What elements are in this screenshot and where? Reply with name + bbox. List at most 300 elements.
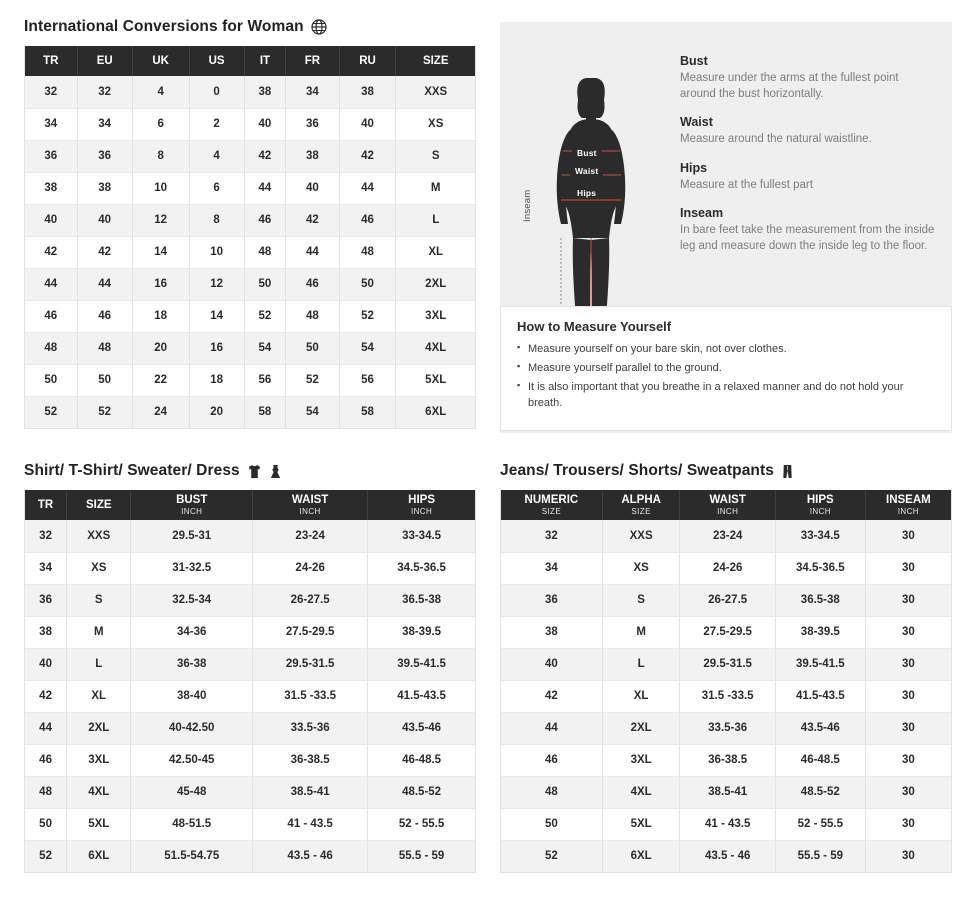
table-row: [25, 204, 475, 236]
table-cell: L: [396, 204, 475, 236]
table-cell: 44: [25, 712, 67, 744]
page-title: [24, 18, 476, 36]
table-cell: 42: [25, 680, 67, 712]
tops-section-title: [24, 462, 476, 480]
table-cell: 40: [244, 108, 286, 140]
bottoms-table-wrap: [500, 490, 952, 873]
column-header: HIPS INCH: [775, 490, 865, 520]
table-cell: 34.5-36.5: [368, 552, 475, 584]
table-cell: 38: [77, 172, 132, 204]
column-header-unit: INCH: [299, 507, 321, 516]
table-header: [25, 46, 475, 76]
table-cell: XXS: [67, 520, 131, 552]
table-cell: 23-24: [680, 520, 775, 552]
table-cell: 31-32.5: [131, 552, 253, 584]
table-cell: 26-27.5: [680, 584, 775, 616]
table-cell: 36.5-38: [775, 584, 865, 616]
table-row: [25, 236, 475, 268]
table-header: [501, 490, 951, 520]
table-cell: 32: [77, 76, 132, 108]
table-cell: XS: [396, 108, 475, 140]
table-cell: 44: [339, 172, 396, 204]
column-header-unit: INCH: [717, 507, 739, 516]
list-item: ▪ Measure yourself parallel to the ground.: [517, 361, 935, 377]
measure-item-desc: In bare feet take the measurement from the inside leg and measure down the inside leg to the floor.: [680, 224, 935, 252]
table-cell: 41 - 43.5: [680, 808, 775, 840]
table-row: [25, 364, 475, 396]
table-cell: L: [602, 648, 680, 680]
table-row: [25, 76, 475, 108]
table-cell: 52: [25, 396, 77, 428]
table-cell: 40: [339, 108, 396, 140]
table-cell: 33-34.5: [775, 520, 865, 552]
table-row: [501, 616, 951, 648]
table-row: [25, 172, 475, 204]
table-cell: 39.5-41.5: [775, 648, 865, 680]
table-cell: 51.5-54.75: [131, 840, 253, 872]
table-cell: 42: [77, 236, 132, 268]
how-to-measure-yourself-box: [500, 306, 952, 431]
column-header: IT: [244, 46, 286, 76]
table-cell: 5XL: [396, 364, 475, 396]
table-cell: 6: [189, 172, 244, 204]
figure-tag-bust: Bust: [572, 146, 602, 159]
table-cell: 4XL: [396, 332, 475, 364]
table-cell: 38: [339, 76, 396, 108]
table-body: [501, 520, 951, 872]
how-to-measure-title: How to Measure Yourself: [517, 319, 672, 334]
table-cell: 0: [189, 76, 244, 108]
table-cell: 39.5-41.5: [368, 648, 475, 680]
measure-item-desc: Measure at the fullest part: [680, 178, 813, 191]
table-cell: 44: [501, 712, 602, 744]
table-cell: XS: [67, 552, 131, 584]
table-cell: 34: [501, 552, 602, 584]
table-cell: 3XL: [396, 300, 475, 332]
table-cell: 36: [25, 140, 77, 172]
table-cell: 36: [501, 584, 602, 616]
table-cell: 54: [244, 332, 286, 364]
table-cell: 46: [339, 204, 396, 236]
measure-item-desc: Measure under the arms at the fullest point around the bust horizontally.: [680, 72, 899, 100]
table-row: [25, 840, 475, 872]
table-cell: 31.5 -33.5: [253, 680, 368, 712]
list-item: ▪ It is also important that you breathe in a relaxed manner and do not hold your breath.: [517, 380, 935, 412]
table-cell: 38.5-41: [680, 776, 775, 808]
international-conversions-section: [24, 18, 476, 429]
table-cell: 31.5 -33.5: [680, 680, 775, 712]
table-cell: 24-26: [680, 552, 775, 584]
table-cell: 36: [286, 108, 339, 140]
table-cell: 48: [77, 332, 132, 364]
table-cell: L: [67, 648, 131, 680]
table-cell: 46: [25, 300, 77, 332]
table-cell: 33.5-36: [253, 712, 368, 744]
table-cell: 41.5-43.5: [368, 680, 475, 712]
table-cell: 50: [244, 268, 286, 300]
table-cell: 40: [501, 648, 602, 680]
table-cell: 32: [25, 76, 77, 108]
table-cell: 58: [339, 396, 396, 428]
table-row: [25, 616, 475, 648]
table-cell: 42: [25, 236, 77, 268]
column-header: ALPHA SIZE: [602, 490, 680, 520]
globe-icon: [311, 19, 327, 35]
column-header: TR: [25, 490, 67, 520]
table-row: [501, 776, 951, 808]
column-header: UK: [132, 46, 189, 76]
table-cell: 34.5-36.5: [775, 552, 865, 584]
table-header: [25, 490, 475, 520]
table-cell: 52: [244, 300, 286, 332]
measure-item-inseam: [680, 206, 936, 254]
figure-label-inseam: Inseam: [522, 189, 533, 222]
table-cell: 42: [501, 680, 602, 712]
table-row: [501, 712, 951, 744]
table-cell: 23-24: [253, 520, 368, 552]
table-cell: 48.5-52: [775, 776, 865, 808]
table-cell: 40: [286, 172, 339, 204]
dress-icon: [269, 464, 282, 479]
table-header-row: [25, 490, 475, 520]
table-cell: 46: [244, 204, 286, 236]
table-cell: 4XL: [67, 776, 131, 808]
bottoms-size-section: [500, 462, 952, 873]
table-cell: 30: [865, 648, 951, 680]
table-cell: 44: [77, 268, 132, 300]
table-cell: 46: [501, 744, 602, 776]
table-cell: 38: [244, 76, 286, 108]
table-cell: 34: [286, 76, 339, 108]
table-body: [25, 520, 475, 872]
table-cell: 30: [865, 712, 951, 744]
table-cell: 40: [25, 648, 67, 680]
table-cell: 16: [189, 332, 244, 364]
list-item: ▪ Measure yourself on your bare skin, not over clothes.: [517, 342, 935, 358]
table-cell: 38-40: [131, 680, 253, 712]
table-cell: 36-38.5: [680, 744, 775, 776]
table-cell: 48: [25, 332, 77, 364]
table-cell: 27.5-29.5: [253, 616, 368, 648]
column-header: EU: [77, 46, 132, 76]
table-cell: 55.5 - 59: [368, 840, 475, 872]
table-cell: XL: [396, 236, 475, 268]
table-cell: 3XL: [602, 744, 680, 776]
column-header: INSEAM INCH: [865, 490, 951, 520]
table-cell: 43.5-46: [368, 712, 475, 744]
table-cell: 30: [865, 808, 951, 840]
table-cell: 38-39.5: [775, 616, 865, 648]
table-cell: 50: [501, 808, 602, 840]
table-row: [25, 712, 475, 744]
table-cell: 48-51.5: [131, 808, 253, 840]
table-cell: 42: [286, 204, 339, 236]
table-cell: S: [396, 140, 475, 172]
table-cell: 38.5-41: [253, 776, 368, 808]
table-cell: 36-38: [131, 648, 253, 680]
column-header: HIPS INCH: [368, 490, 475, 520]
table-row: [25, 776, 475, 808]
table-header-row: [501, 490, 951, 520]
table-cell: 4: [132, 76, 189, 108]
table-cell: 43.5 - 46: [680, 840, 775, 872]
column-header: TR: [25, 46, 77, 76]
column-header: BUST INCH: [131, 490, 253, 520]
table-cell: 54: [286, 396, 339, 428]
table-cell: 46-48.5: [368, 744, 475, 776]
table-cell: 52: [286, 364, 339, 396]
table-cell: 27.5-29.5: [680, 616, 775, 648]
how-to-measure-list: [517, 342, 935, 412]
table-row: [25, 300, 475, 332]
bottoms-size-table: [501, 490, 951, 872]
table-cell: 38: [25, 172, 77, 204]
table-cell: 32: [25, 520, 67, 552]
table-cell: 52: [501, 840, 602, 872]
figure-tag-hips: Hips: [572, 186, 601, 199]
table-cell: 16: [132, 268, 189, 300]
measure-item-label: Waist: [680, 115, 713, 130]
table-cell: 40: [25, 204, 77, 236]
table-cell: 29.5-31.5: [253, 648, 368, 680]
table-row: [25, 108, 475, 140]
table-cell: 34: [25, 552, 67, 584]
table-cell: 40-42.50: [131, 712, 253, 744]
table-cell: 30: [865, 584, 951, 616]
table-cell: 14: [132, 236, 189, 268]
column-header-unit: INCH: [411, 507, 433, 516]
table-cell: 54: [339, 332, 396, 364]
table-row: [25, 648, 475, 680]
column-header: RU: [339, 46, 396, 76]
table-cell: 30: [865, 680, 951, 712]
table-row: [25, 520, 475, 552]
measure-item-desc: Measure around the natural waistline.: [680, 133, 872, 146]
table-row: [25, 584, 475, 616]
table-cell: 48.5-52: [368, 776, 475, 808]
table-cell: 43.5 - 46: [253, 840, 368, 872]
table-cell: M: [396, 172, 475, 204]
table-cell: XXS: [602, 520, 680, 552]
table-cell: 42.50-45: [131, 744, 253, 776]
pants-icon: [781, 464, 794, 479]
measure-item-label: Inseam: [680, 206, 724, 221]
table-cell: 52 - 55.5: [368, 808, 475, 840]
table-row: [501, 552, 951, 584]
bottoms-title: Jeans/ Trousers/ Shorts/ Sweatpants: [500, 462, 774, 479]
table-cell: 46-48.5: [775, 744, 865, 776]
table-cell: 50: [25, 808, 67, 840]
table-cell: 22: [132, 364, 189, 396]
table-cell: 5XL: [602, 808, 680, 840]
table-cell: 42: [339, 140, 396, 172]
table-row: [501, 520, 951, 552]
column-header-unit: INCH: [809, 507, 831, 516]
table-cell: 40: [77, 204, 132, 236]
measure-item-waist: [680, 115, 936, 148]
table-cell: 10: [132, 172, 189, 204]
table-cell: 44: [244, 172, 286, 204]
table-cell: M: [602, 616, 680, 648]
table-cell: 32: [501, 520, 602, 552]
table-cell: 52: [339, 300, 396, 332]
table-cell: 33-34.5: [368, 520, 475, 552]
table-cell: 12: [189, 268, 244, 300]
table-cell: 2: [189, 108, 244, 140]
international-conversions-table: [25, 46, 475, 428]
table-cell: 42: [244, 140, 286, 172]
table-cell: 18: [189, 364, 244, 396]
table-cell: 58: [244, 396, 286, 428]
table-cell: 38-39.5: [368, 616, 475, 648]
table-cell: 10: [189, 236, 244, 268]
table-cell: 20: [189, 396, 244, 428]
table-cell: 48: [244, 236, 286, 268]
table-cell: 12: [132, 204, 189, 236]
table-cell: 34-36: [131, 616, 253, 648]
table-cell: 52: [25, 840, 67, 872]
table-cell: 36: [25, 584, 67, 616]
table-cell: 24: [132, 396, 189, 428]
table-cell: XXS: [396, 76, 475, 108]
tops-table-wrap: [24, 490, 476, 873]
tops-title: Shirt/ T-Shirt/ Sweater/ Dress: [24, 462, 240, 479]
table-row: [501, 744, 951, 776]
table-cell: 38: [25, 616, 67, 648]
table-cell: 41.5-43.5: [775, 680, 865, 712]
table-cell: M: [67, 616, 131, 648]
table-cell: S: [67, 584, 131, 616]
table-cell: 4XL: [602, 776, 680, 808]
measure-item-bust: [680, 54, 936, 102]
table-cell: 50: [77, 364, 132, 396]
table-cell: 34: [25, 108, 77, 140]
figure-tag-waist: Waist: [570, 164, 603, 177]
table-row: [25, 744, 475, 776]
column-header-unit: INCH: [897, 507, 919, 516]
table-header-row: [25, 46, 475, 76]
table-cell: S: [602, 584, 680, 616]
table-cell: 50: [286, 332, 339, 364]
table-cell: 56: [244, 364, 286, 396]
table-cell: 29.5-31.5: [680, 648, 775, 680]
table-cell: 50: [339, 268, 396, 300]
table-cell: 29.5-31: [131, 520, 253, 552]
table-cell: 55.5 - 59: [775, 840, 865, 872]
column-header-unit: INCH: [181, 507, 203, 516]
table-cell: 52 - 55.5: [775, 808, 865, 840]
table-cell: 50: [25, 364, 77, 396]
column-header: SIZE: [396, 46, 475, 76]
table-cell: 18: [132, 300, 189, 332]
tops-size-table: [25, 490, 475, 872]
tops-size-section: [24, 462, 476, 873]
table-cell: 30: [865, 552, 951, 584]
table-cell: 46: [25, 744, 67, 776]
table-cell: 48: [286, 300, 339, 332]
table-cell: 2XL: [602, 712, 680, 744]
table-row: [501, 584, 951, 616]
table-cell: 48: [501, 776, 602, 808]
column-header-unit: SIZE: [631, 507, 651, 516]
table-cell: 32.5-34: [131, 584, 253, 616]
table-row: [25, 552, 475, 584]
column-header: WAIST INCH: [253, 490, 368, 520]
column-header: FR: [286, 46, 339, 76]
table-cell: 36-38.5: [253, 744, 368, 776]
table-row: [25, 808, 475, 840]
table-cell: 14: [189, 300, 244, 332]
table-cell: 45-48: [131, 776, 253, 808]
table-cell: 26-27.5: [253, 584, 368, 616]
international-conversions-title: International Conversions for Woman: [24, 18, 304, 35]
table-row: [25, 680, 475, 712]
table-cell: 30: [865, 776, 951, 808]
table-cell: 44: [25, 268, 77, 300]
table-cell: 30: [865, 616, 951, 648]
measure-item-hips: [680, 161, 936, 194]
table-row: [501, 840, 951, 872]
table-cell: 48: [25, 776, 67, 808]
table-cell: 2XL: [67, 712, 131, 744]
international-conversions-table-wrap: [24, 46, 476, 429]
table-cell: XL: [602, 680, 680, 712]
table-cell: 6: [132, 108, 189, 140]
table-cell: 24-26: [253, 552, 368, 584]
table-cell: 6XL: [602, 840, 680, 872]
measure-item-label: Bust: [680, 54, 708, 68]
table-cell: 36.5-38: [368, 584, 475, 616]
table-cell: 56: [339, 364, 396, 396]
table-cell: 33.5-36: [680, 712, 775, 744]
column-header-unit: SIZE: [541, 507, 562, 516]
table-cell: 4: [189, 140, 244, 172]
table-row: [25, 332, 475, 364]
table-cell: 44: [286, 236, 339, 268]
table-row: [501, 808, 951, 840]
table-cell: 41 - 43.5: [253, 808, 368, 840]
column-header: WAIST INCH: [680, 490, 775, 520]
table-body: [25, 76, 475, 428]
table-cell: 8: [132, 140, 189, 172]
table-cell: 3XL: [67, 744, 131, 776]
table-cell: 30: [865, 520, 951, 552]
table-cell: 46: [286, 268, 339, 300]
table-cell: XL: [67, 680, 131, 712]
table-cell: XS: [602, 552, 680, 584]
table-row: [25, 268, 475, 300]
table-cell: 30: [865, 744, 951, 776]
table-cell: 38: [286, 140, 339, 172]
table-cell: 5XL: [67, 808, 131, 840]
table-cell: 6XL: [396, 396, 475, 428]
table-cell: 2XL: [396, 268, 475, 300]
table-row: [25, 396, 475, 428]
column-header: SIZE: [67, 490, 131, 520]
column-header: US: [189, 46, 244, 76]
table-cell: 34: [77, 108, 132, 140]
table-row: [25, 140, 475, 172]
table-cell: 8: [189, 204, 244, 236]
table-cell: 20: [132, 332, 189, 364]
bottoms-section-title: [500, 462, 952, 480]
column-header: NUMERIC SIZE: [501, 490, 602, 520]
table-row: [501, 680, 951, 712]
table-cell: 48: [339, 236, 396, 268]
table-cell: 52: [77, 396, 132, 428]
measure-item-label: Hips: [680, 160, 708, 175]
table-cell: 30: [865, 840, 951, 872]
